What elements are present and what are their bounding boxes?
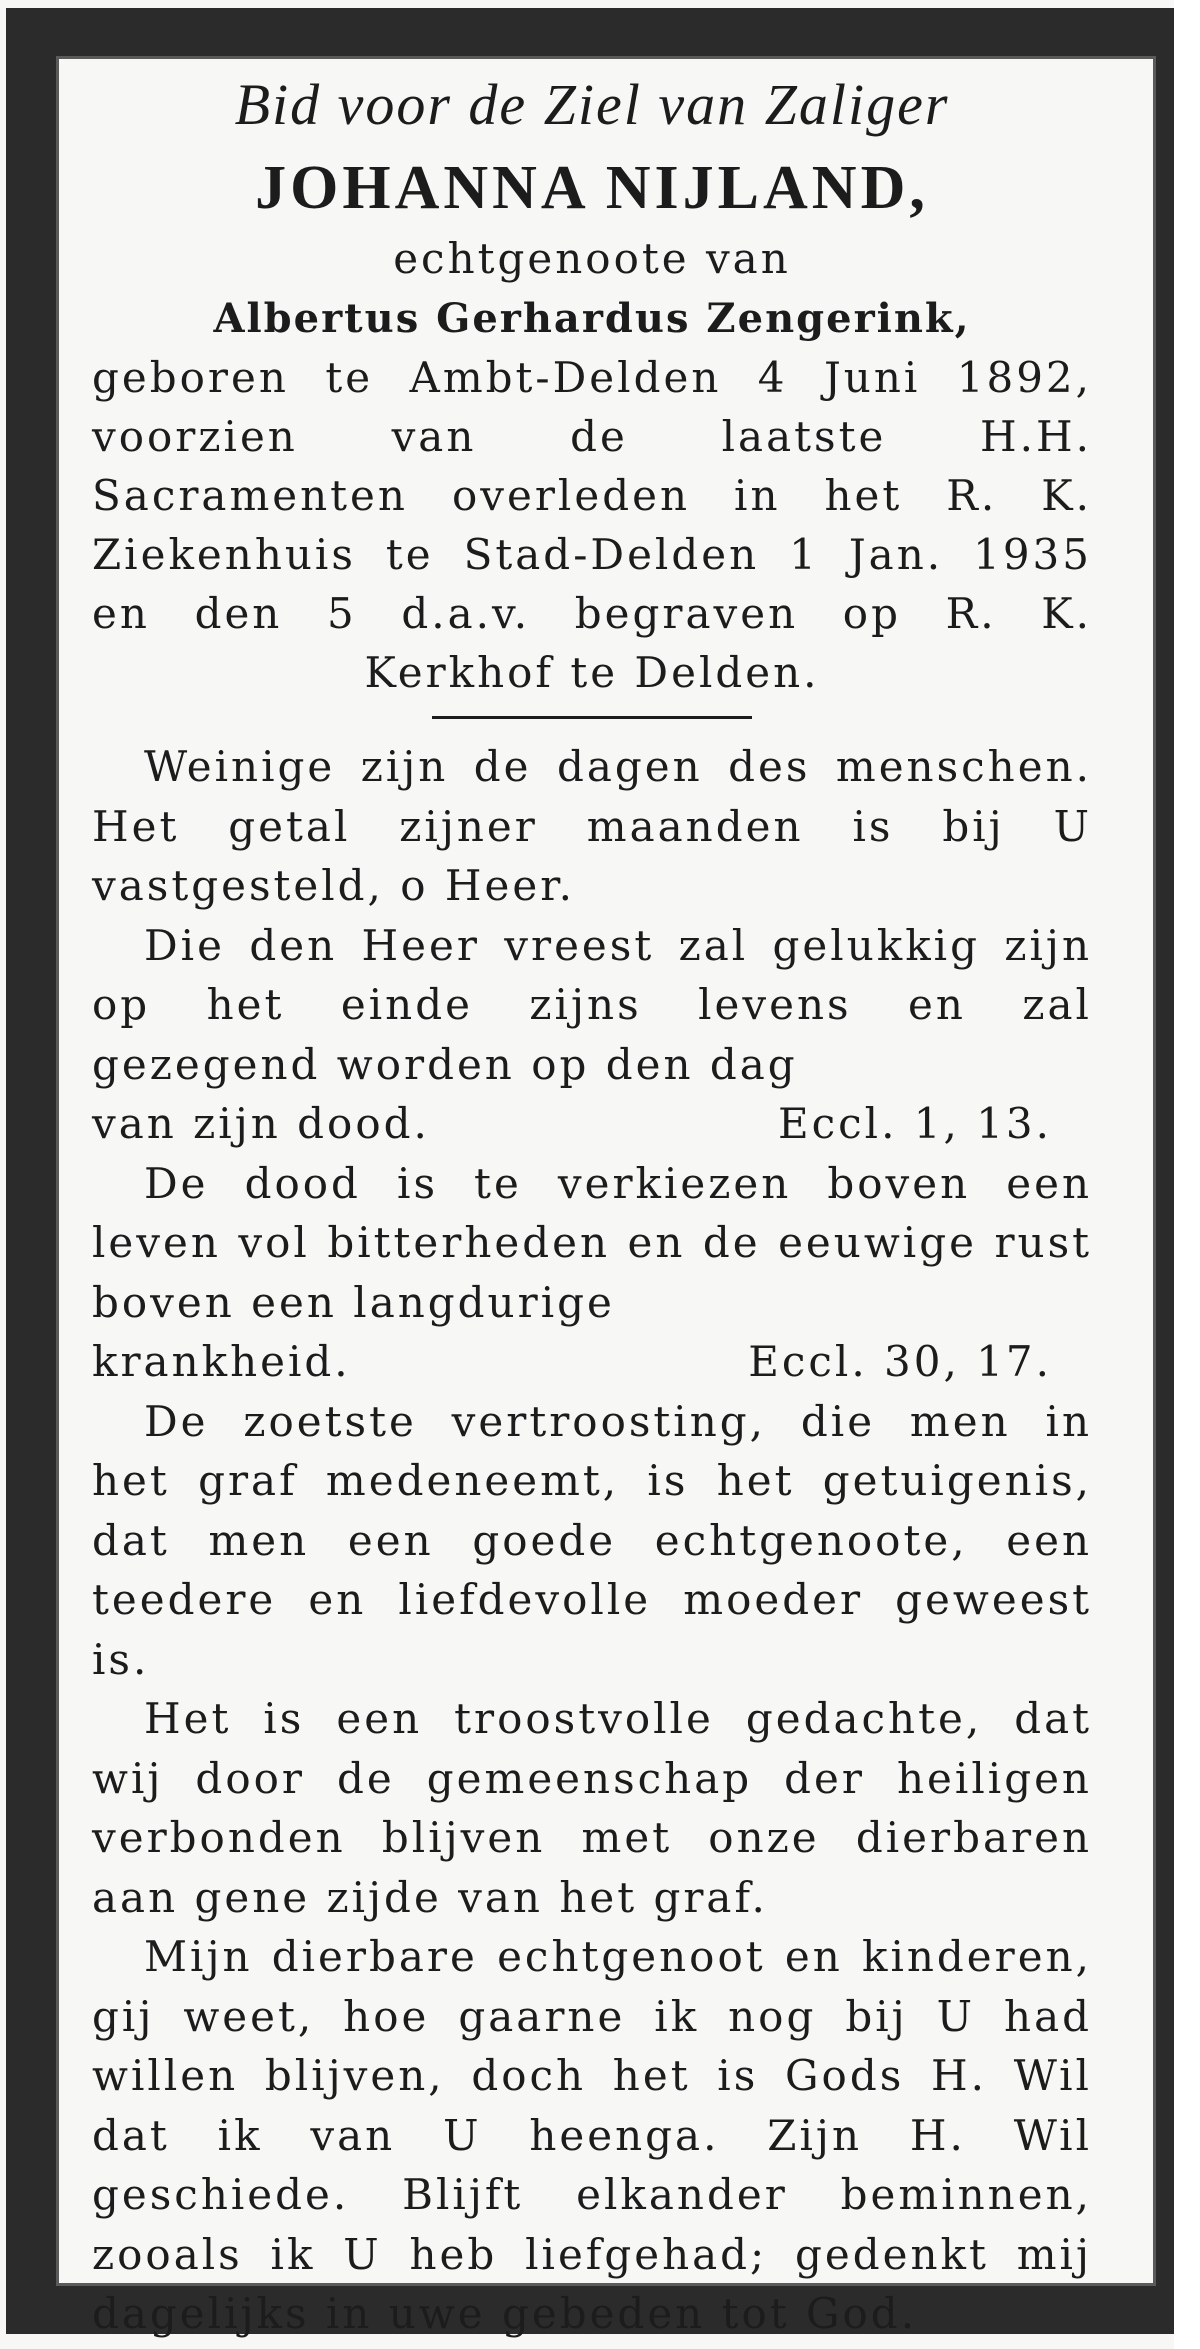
verse-5: Het is een troostvolle gedachte, dat wij door de gemeenschap der heiligen verbonden blijven met onze dierbaren aan gene zijde van het graf. — [92, 1694, 1092, 1922]
verse-3-citation: Eccl. 30, 17. — [748, 1337, 1052, 1386]
scan-edge — [1174, 0, 1200, 2349]
verse-3-tail: krankheid. — [92, 1337, 351, 1386]
verses — [92, 737, 1092, 2344]
spouse-intro: echtgenoote van — [393, 234, 791, 283]
verse-1: Weinige zijn de dagen des menschen. Het getal zijner maanden is bij U vastgesteld, o Heer. — [92, 742, 1092, 910]
verse-6: Mijn dierbare echtgenoot en kinderen, gij weet, hoe gaarne ik nog bij U had willen blijven, doch het is Gods H. Wil dat ik van U heenga. Zijn H. Wil geschiede. Blijft elkander beminnen, zooals ik U heb liefgehad; gedenkt mij dagelijks in uwe gebeden tot God. — [92, 1932, 1092, 2338]
deceased-name: JOHANNA NIJLAND, — [255, 154, 929, 222]
prayer-header: Bid voor de Ziel van Zaliger — [234, 72, 950, 137]
verse-2-tail: van zijn dood. — [92, 1099, 430, 1148]
verse-2-citation: Eccl. 1, 13. — [777, 1099, 1052, 1148]
spouse-name: Albertus Gerhardus Zengerink, — [213, 295, 971, 342]
biography: geboren te Ambt-Delden 4 Juni 1892, voorzien van de laatste H.H. Sacramenten overleden in het R. K. Ziekenhuis te Stad-Delden 1 Jan. 1935 en den 5 d.a.v. begraven op R. K. Kerkhof te Delden. — [92, 353, 1092, 697]
verse-3-cite-row — [92, 1332, 1092, 1392]
verse-2: Die den Heer vreest zal gelukkig zijn op het einde zijns levens en zal gezegend worden op den dag — [92, 920, 1092, 1089]
card-content — [92, 62, 1092, 2344]
verse-2-cite-row — [92, 1094, 1092, 1154]
divider-rule — [432, 716, 752, 719]
verse-4: De zoetste vertroosting, die men in het graf medeneemt, is het getuigenis, dat men een goede echtgenoote, een teedere en liefdevolle moeder geweest is. — [92, 1396, 1092, 1684]
verse-3: De dood is te verkiezen boven een leven vol bitterheden en de eeuwige rust boven een langdurige — [92, 1158, 1092, 1327]
